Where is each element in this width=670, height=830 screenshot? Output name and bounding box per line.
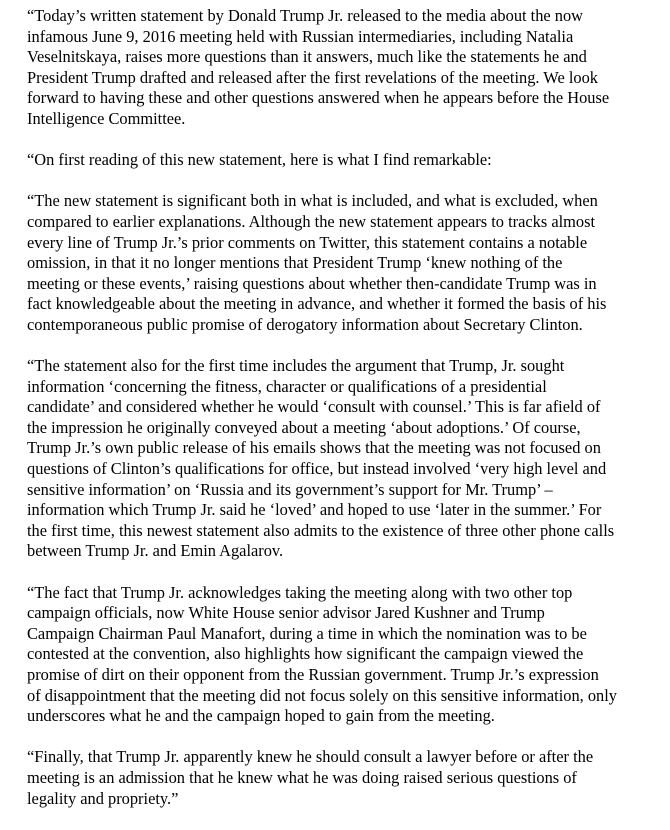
text-line: the impression he originally conveyed about a meeting ‘about adoptions.’ Of course, bbox=[27, 417, 581, 437]
paragraph-argument bbox=[27, 356, 652, 562]
text-line: omission, in that it no longer mentions that President Trump ‘knew nothing of the bbox=[27, 253, 563, 273]
text-line: every line of Trump Jr.’s prior comments on Twitter, this statement contains a notable bbox=[27, 232, 588, 252]
statement-document bbox=[27, 6, 652, 830]
text-line: fact knowledgeable about the meeting in advance, and whether it formed the basis of his bbox=[27, 294, 607, 314]
text-line: “Finally, that Trump Jr. apparently knew he should consult a lawyer before or after the bbox=[27, 747, 594, 767]
text-line: legality and propriety.” bbox=[27, 788, 179, 808]
text-line: contested at the convention, also highlights how significant the campaign viewed the bbox=[27, 644, 584, 664]
paragraph-acknowledgement bbox=[27, 583, 652, 727]
text-line: Trump Jr.’s own public release of his emails shows that the meeting was not focused on bbox=[27, 438, 601, 458]
text-line: underscores what he and the campaign hoped to gain from the meeting. bbox=[27, 706, 495, 726]
paragraph-intro bbox=[27, 6, 652, 130]
paragraph-new-statement bbox=[27, 191, 652, 335]
text-line: “On first reading of this new statement, here is what I find remarkable: bbox=[27, 150, 492, 170]
text-line: infamous June 9, 2016 meeting held with Russian intermediaries, including Natalia bbox=[27, 26, 574, 46]
text-line: forward to having these and other questions answered when he appears before the House bbox=[27, 88, 610, 108]
text-line: the first time, this newest statement also admits to the existence of three other phone calls bbox=[27, 520, 615, 540]
text-line: information which Trump Jr. said he ‘loved’ and hoped to use ‘later in the summer.’ For bbox=[27, 500, 602, 520]
text-line: of disappointment that the meeting did not focus solely on this sensitive information, only bbox=[27, 685, 617, 705]
paragraph-first-reading bbox=[27, 150, 652, 171]
text-line: between Trump Jr. and Emin Agalarov. bbox=[27, 541, 284, 561]
text-line: candidate’ and considered whether he would ‘consult with counsel.’ This is far afield of bbox=[27, 397, 601, 417]
text-line: meeting or these events,’ raising questions about whether then-candidate Trump was in bbox=[27, 273, 597, 293]
text-line: compared to earlier explanations. Although the new statement appears to tracks almost bbox=[27, 211, 596, 231]
text-line: contemporaneous public promise of derogatory information about Secretary Clinton. bbox=[27, 314, 583, 334]
text-line: campaign officials, now White House senior advisor Jared Kushner and Trump bbox=[27, 603, 545, 623]
text-line: Veselnitskaya, raises more questions than it answers, much like the statements he and bbox=[27, 47, 587, 67]
text-line: President Trump drafted and released after the first revelations of the meeting. We look bbox=[27, 67, 598, 87]
text-line: Intelligence Committee. bbox=[27, 108, 186, 128]
text-line: “The new statement is significant both in what is included, and what is excluded, when bbox=[27, 191, 598, 211]
text-line: “The fact that Trump Jr. acknowledges taking the meeting along with two other top bbox=[27, 582, 573, 602]
text-line: Campaign Chairman Paul Manafort, during a time in which the nomination was to be bbox=[27, 623, 587, 643]
paragraph-conclusion bbox=[27, 747, 652, 809]
text-line: meeting is an admission that he knew what he was doing raised serious questions of bbox=[27, 767, 577, 787]
text-line: “Today’s written statement by Donald Trump Jr. released to the media about the now bbox=[27, 6, 584, 25]
text-line: “The statement also for the first time includes the argument that Trump, Jr. sought bbox=[27, 356, 565, 376]
text-line: questions of Clinton’s qualifications for office, but instead involved ‘very high level and bbox=[27, 459, 607, 479]
text-line: sensitive information’ on ‘Russia and its government’s support for Mr. Trump’ – bbox=[27, 479, 553, 499]
text-line: information ‘concerning the fitness, character or qualifications of a presidential bbox=[27, 376, 547, 396]
text-line: promise of dirt on their opponent from the Russian government. Trump Jr.’s expression bbox=[27, 665, 599, 684]
